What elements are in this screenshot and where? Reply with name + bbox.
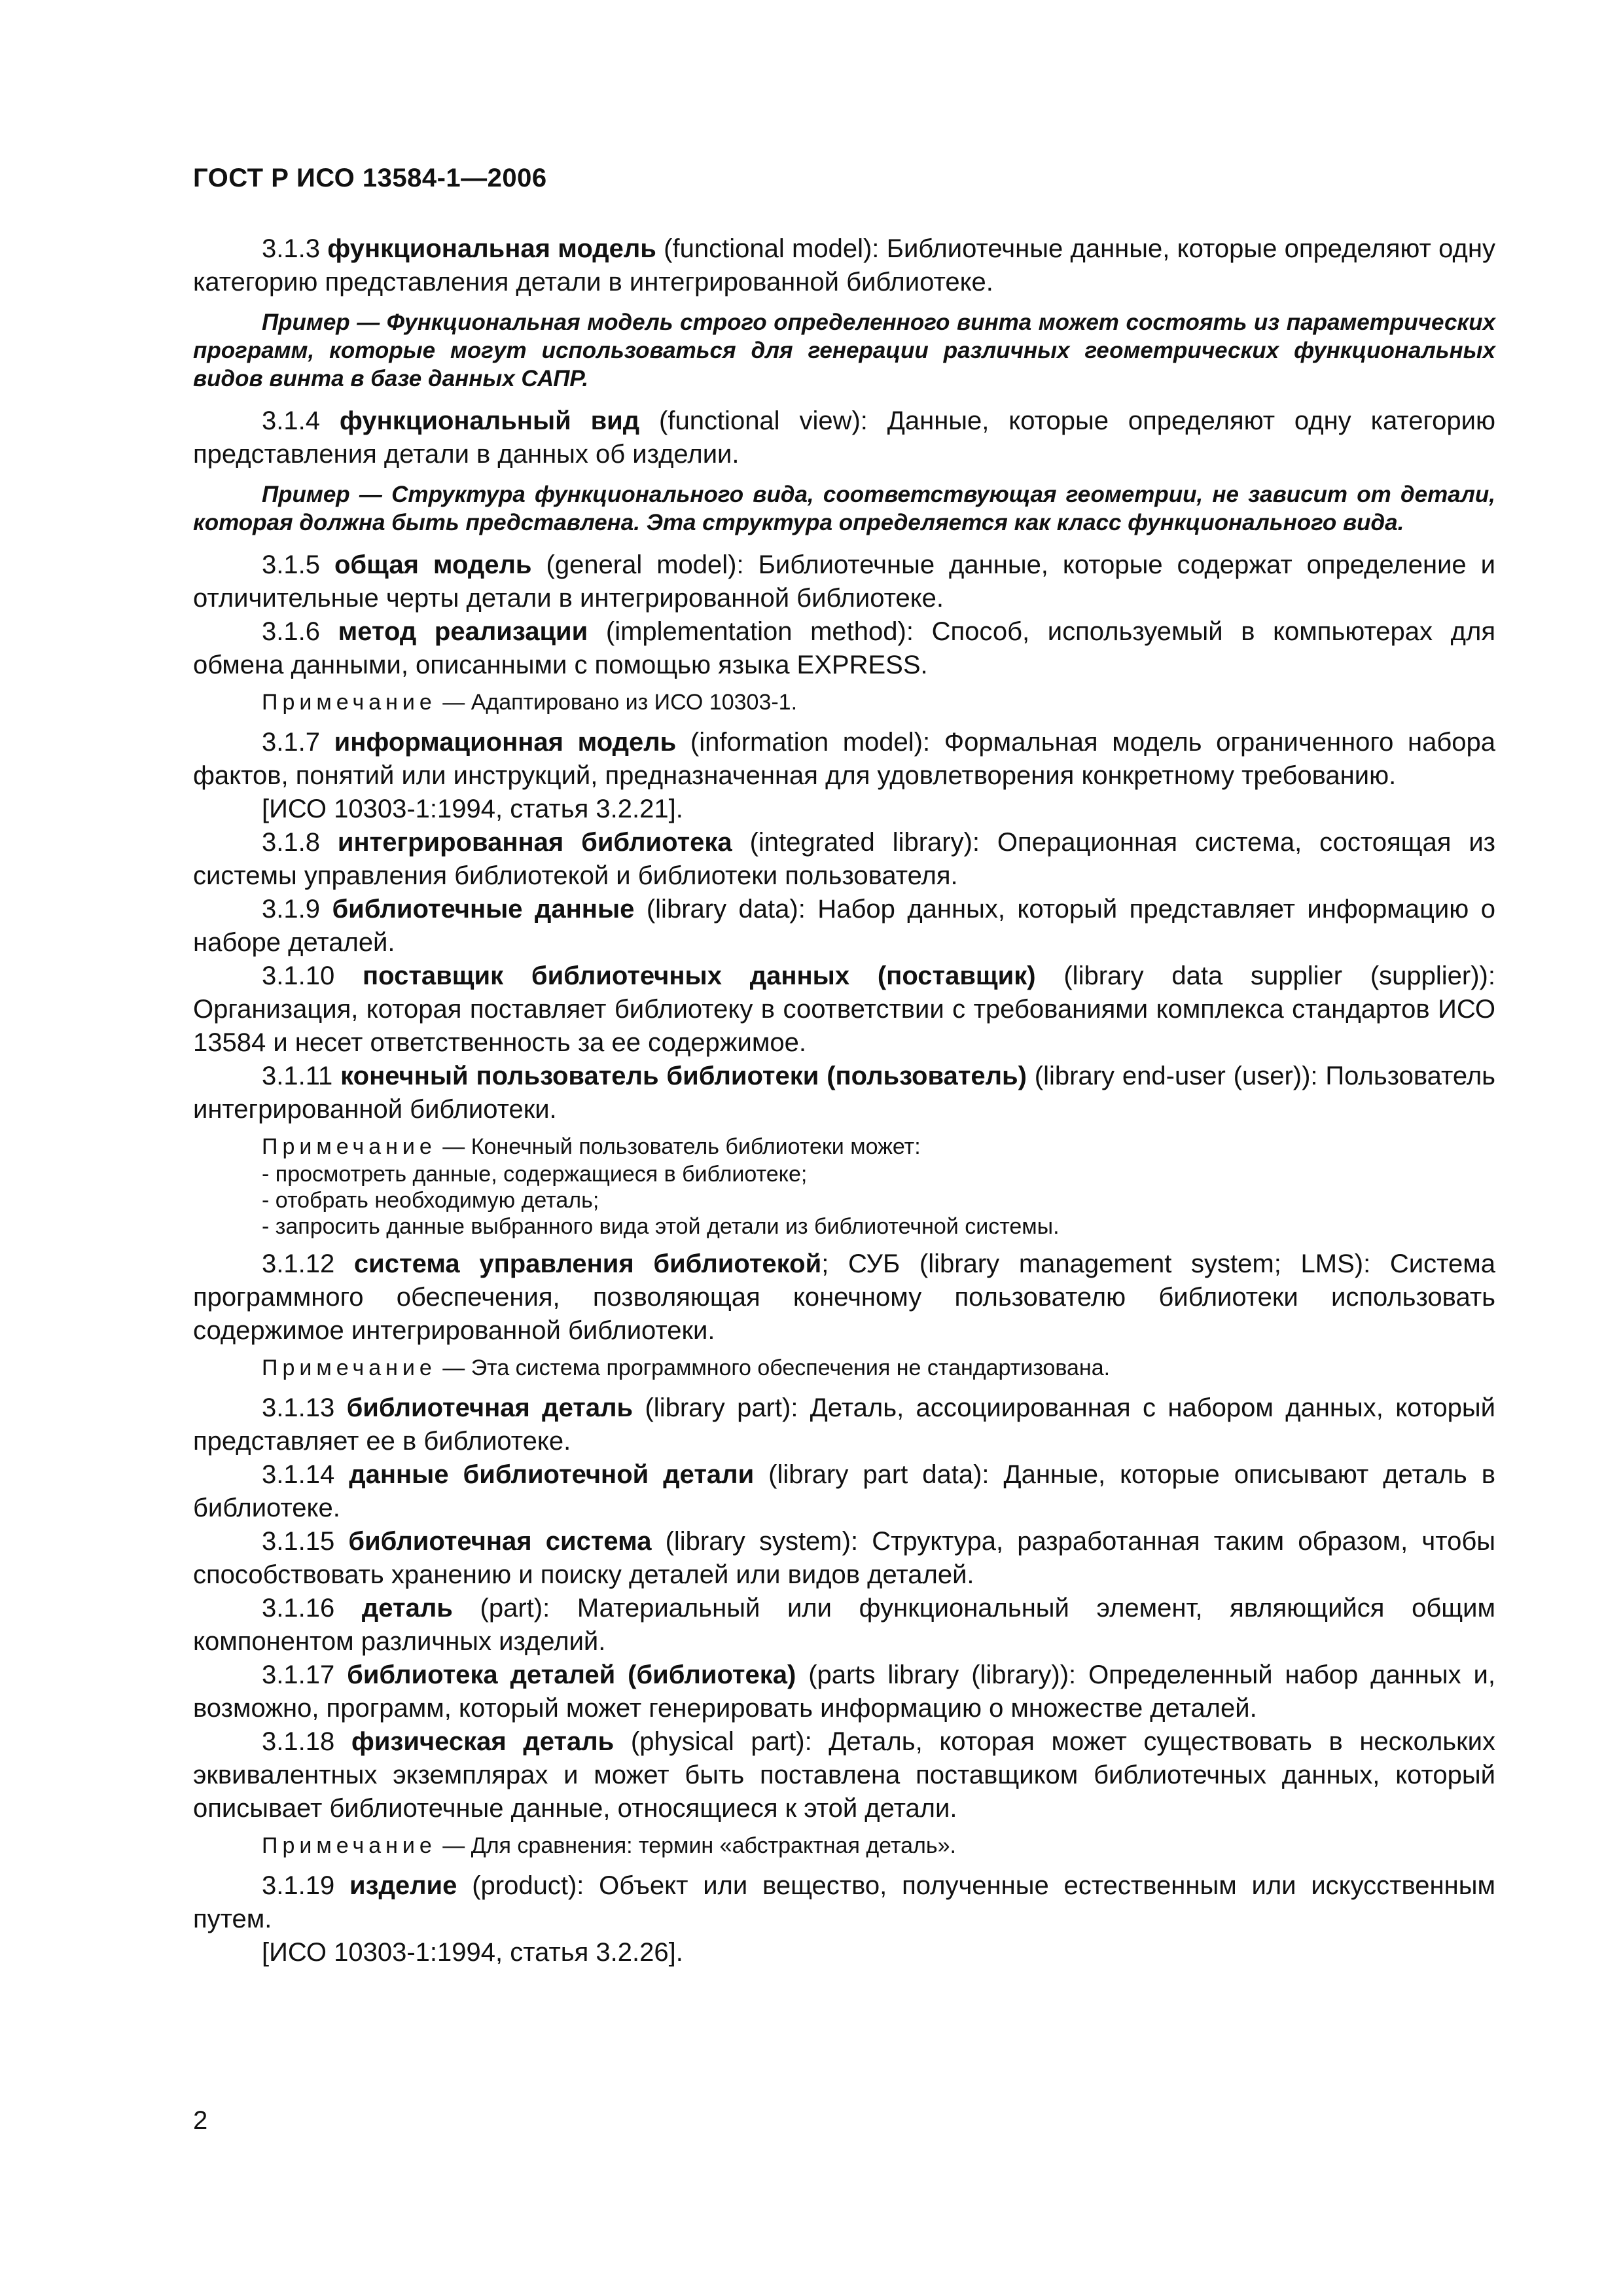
term-number: 3.1.7 — [262, 728, 320, 757]
term-3-1-18 — [193, 1725, 1495, 1825]
document-header: ГОСТ Р ИСО 13584-1—2006 — [193, 164, 547, 192]
term-name: библиотека деталей (библиотека) — [347, 1660, 796, 1689]
term-definition: (product): Объект или вещество, полученные естественным или искусственным путем. — [193, 1871, 1495, 1933]
term-definition: (library end-user (user)): Пользователь интегрированной библиотеки. — [193, 1062, 1495, 1124]
term-3-1-17 — [193, 1659, 1495, 1725]
term-number: 3.1.6 — [262, 617, 320, 646]
term-number: 3.1.18 — [262, 1727, 335, 1756]
term-definition: ; СУБ (library management system; LMS): Система программного обеспечения, позволяющая конечному пользователю библиотеки использовать содержимое интегрированной библиотеки. — [193, 1249, 1495, 1345]
term-definition: (library part data): Данные, которые описывают деталь в библиотеке. — [193, 1460, 1495, 1522]
term-name: функциональный вид — [339, 406, 640, 435]
note-label: Примечание — [262, 1355, 437, 1380]
term-3-1-14 — [193, 1458, 1495, 1525]
term-3-1-9 — [193, 893, 1495, 960]
term-definition: (general model): Библиотечные данные, которые содержат определение и отличительные черты детали в интегрированной библиотеке. — [193, 550, 1495, 613]
term-definition: (library data supplier (supplier)): Организация, которая поставляет библиотеку в соответствии с требованиями комплекса стандартов ИСО 13584 и несет ответственность за ее содержимое. — [193, 961, 1495, 1057]
term-definition: (functional view): Данные, которые определяют одну категорию представления детали в данных об изделии. — [193, 406, 1495, 469]
term-definition: (information model): Формальная модель ограниченного набора фактов, понятий или инструкций, предназначенная для удовлетворения конкретному требованию. — [193, 728, 1495, 790]
list-item: - просмотреть данные, содержащиеся в библиотеке; — [262, 1161, 1495, 1187]
term-number: 3.1.13 — [262, 1393, 335, 1422]
term-number: 3.1.5 — [262, 550, 320, 579]
note-text: — Для сравнения: термин «абстрактная деталь». — [442, 1833, 956, 1858]
term-number: 3.1.19 — [262, 1871, 335, 1900]
note-3-1-12 — [193, 1354, 1495, 1382]
term-definition: (part): Материальный или функциональный элемент, являющийся общим компонентом различных изделий. — [193, 1594, 1495, 1656]
note-text: — Эта система программного обеспечения не стандартизована. — [442, 1355, 1111, 1380]
note-3-1-11 — [193, 1133, 1495, 1161]
term-3-1-13 — [193, 1391, 1495, 1458]
term-name: функциональная модель — [327, 234, 656, 263]
term-name: общая модель — [334, 550, 532, 579]
term-3-1-16 — [193, 1592, 1495, 1659]
term-name: поставщик библиотечных данных (поставщик) — [363, 961, 1036, 990]
note-list — [193, 1161, 1495, 1240]
term-3-1-8 — [193, 826, 1495, 893]
term-number: 3.1.4 — [262, 406, 320, 435]
term-number: 3.1.9 — [262, 895, 320, 924]
term-name: интегрированная библиотека — [337, 828, 732, 857]
note-label: Примечание — [262, 1833, 437, 1858]
reference-3-1-19: [ИСО 10303-1:1994, статья 3.2.26]. — [262, 1938, 683, 1967]
note-text: — Конечный пользователь библиотеки может: — [442, 1134, 921, 1159]
term-definition: (parts library (library)): Определенный набор данных и, возможно, программ, который может генерировать информацию о множестве деталей. — [193, 1660, 1495, 1723]
note-3-1-6 — [193, 689, 1495, 717]
note-label: Примечание — [262, 690, 437, 715]
note-text: — Адаптировано из ИСО 10303-1. — [442, 690, 798, 715]
term-3-1-3 — [193, 232, 1495, 299]
term-number: 3.1.15 — [262, 1527, 335, 1556]
reference-3-1-7: [ИСО 10303-1:1994, статья 3.2.21]. — [262, 795, 683, 823]
term-3-1-11 — [193, 1060, 1495, 1126]
list-item: - запросить данные выбранного вида этой детали из библиотечной системы. — [262, 1213, 1495, 1240]
term-3-1-15 — [193, 1525, 1495, 1592]
term-definition: (physical part): Деталь, которая может существовать в нескольких эквивалентных экземплярах и может быть поставлена поставщиком библиотечных данных, который описывает библиотечные данные, относящиеся к этой детали. — [193, 1727, 1495, 1823]
term-name: данные библиотечной детали — [349, 1460, 755, 1489]
document-body — [193, 232, 1495, 1969]
term-3-1-6 — [193, 615, 1495, 682]
term-definition: (library part): Деталь, ассоциированная с набором данных, который представляет ее в библиотеке. — [193, 1393, 1496, 1456]
term-number: 3.1.10 — [262, 961, 335, 990]
page-number: 2 — [193, 2106, 208, 2135]
term-name: библиотечная деталь — [346, 1393, 633, 1422]
term-name: библиотечные данные — [332, 895, 635, 924]
term-number: 3.1.16 — [262, 1594, 335, 1623]
term-3-1-12 — [193, 1247, 1495, 1348]
term-3-1-5 — [193, 548, 1495, 615]
term-3-1-7 — [193, 726, 1495, 793]
term-definition: (integrated library): Операционная система, состоящая из системы управления библиотекой и библиотеки пользователя. — [193, 828, 1495, 890]
term-number: 3.1.14 — [262, 1460, 335, 1489]
term-3-1-4 — [193, 404, 1495, 471]
term-name: деталь — [361, 1594, 453, 1623]
example-3-1-4: Пример — Структура функционального вида, соответствующая геометрии, не зависит от детали, которая должна быть представлена. Эта структура определяется как класс функционального вида. — [193, 482, 1495, 535]
term-number: 3.1.12 — [262, 1249, 335, 1278]
term-definition: (library system): Структура, разработанная таким образом, чтобы способствовать хранению и поиску деталей или видов деталей. — [193, 1527, 1495, 1589]
term-definition: (functional model): Библиотечные данные, которые определяют одну категорию представления детали в интегрированной библиотеке. — [193, 234, 1495, 296]
term-name: система управления библиотекой — [353, 1249, 822, 1278]
example-3-1-3: Пример — Функциональная модель строго определенного винта может состоять из параметрических программ, которые могут использоваться для генерации различных геометрических функциональных видов винта в базе данных САПР. — [193, 310, 1495, 391]
term-number: 3.1.17 — [262, 1660, 335, 1689]
term-number: 3.1.3 — [262, 234, 320, 263]
term-name: информационная модель — [334, 728, 677, 757]
term-3-1-19 — [193, 1869, 1495, 1936]
term-number: 3.1.8 — [262, 828, 320, 857]
term-name: метод реализации — [338, 617, 588, 646]
term-name: конечный пользователь библиотеки (пользователь) — [340, 1062, 1027, 1090]
term-name: физическая деталь — [351, 1727, 615, 1756]
list-item: - отобрать необходимую деталь; — [262, 1187, 1495, 1213]
term-name: библиотечная система — [348, 1527, 652, 1556]
note-3-1-18 — [193, 1832, 1495, 1860]
term-name: изделие — [349, 1871, 457, 1900]
term-3-1-10 — [193, 960, 1495, 1060]
note-label: Примечание — [262, 1134, 437, 1159]
term-definition: (implementation method): Способ, используемый в компьютерах для обмена данными, описанными с помощью языка EXPRESS. — [193, 617, 1496, 679]
term-number: 3.1.11 — [262, 1062, 333, 1090]
term-definition: (library data): Набор данных, который представляет информацию о наборе деталей. — [193, 895, 1495, 957]
